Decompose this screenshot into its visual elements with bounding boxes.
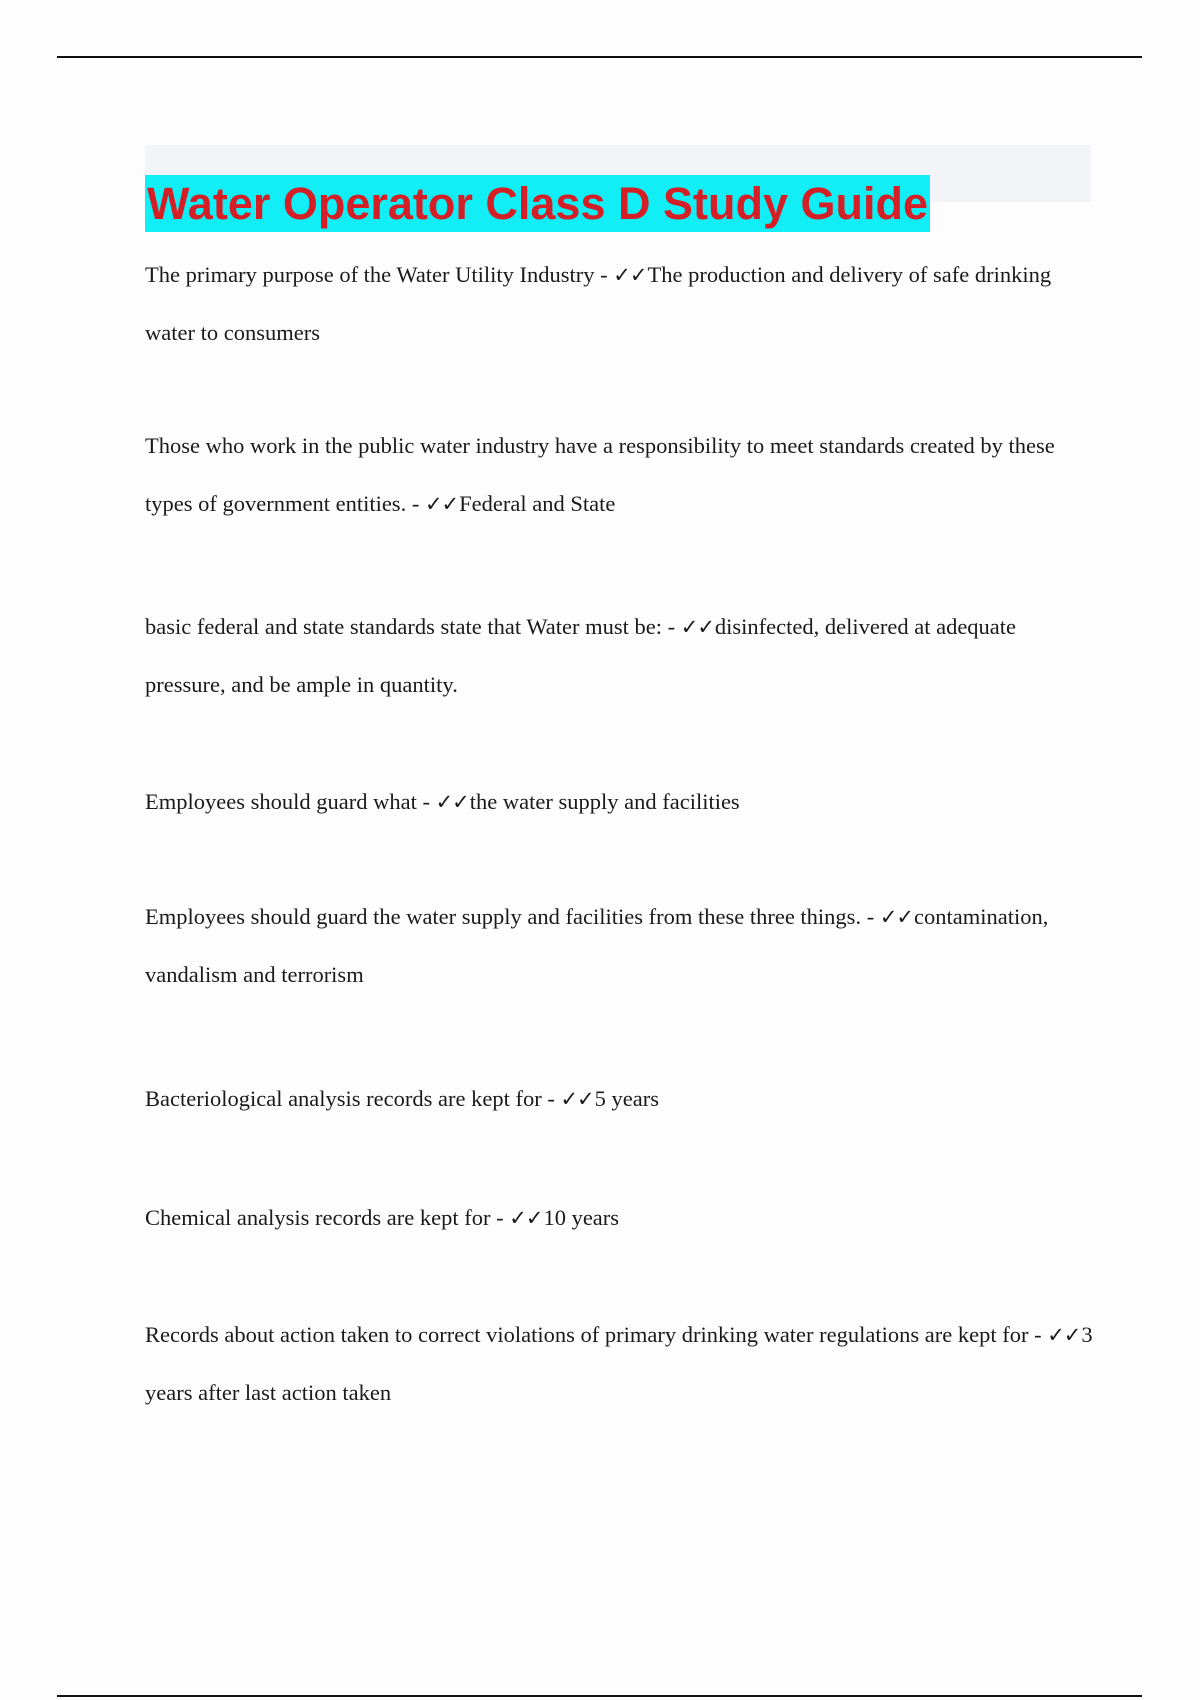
qa-item-6 — [145, 1070, 1095, 1128]
question-text: basic federal and state standards state that Water must be: - — [145, 614, 681, 639]
top-rule — [57, 56, 1142, 58]
answer-text: 10 years — [543, 1205, 620, 1230]
double-check-icon: ✓✓ — [613, 263, 647, 287]
qa-item-7 — [145, 1189, 1095, 1247]
question-text: Those who work in the public water industry have a responsibility to meet standards created by these types of government entities. - — [145, 433, 1055, 516]
document-title: Water Operator Class D Study Guide — [145, 175, 930, 232]
answer-text: The production and delivery of safe drinking water to consumers — [145, 262, 1052, 345]
answer-text: the water supply and facilities — [469, 789, 740, 814]
answer-text: 5 years — [594, 1086, 660, 1111]
double-check-icon: ✓✓ — [424, 492, 459, 516]
answer-text: disinfected, delivered at adequate pressure, and be ample in quantity. — [145, 614, 1017, 697]
double-check-icon: ✓✓ — [680, 615, 714, 639]
answer-text: 3 years after last action taken — [145, 1322, 1093, 1405]
answer-text: Federal and State — [459, 491, 616, 516]
double-check-icon: ✓✓ — [509, 1206, 543, 1230]
answer-text: contamination, vandalism and terrorism — [145, 904, 1049, 987]
question-text: The primary purpose of the Water Utility Industry - — [145, 262, 614, 287]
qa-item-4 — [145, 773, 1095, 831]
qa-item-8 — [145, 1306, 1095, 1422]
qa-item-1 — [145, 246, 1095, 362]
double-check-icon: ✓✓ — [560, 1087, 594, 1111]
question-text: Chemical analysis records are kept for - — [145, 1205, 510, 1230]
question-text: Bacteriological analysis records are kept for - — [145, 1086, 561, 1111]
bottom-rule — [57, 1695, 1142, 1697]
question-text: Employees should guard what - — [145, 789, 436, 814]
double-check-icon: ✓✓ — [1047, 1323, 1081, 1347]
double-check-icon: ✓✓ — [435, 790, 469, 814]
qa-item-5 — [145, 888, 1095, 1004]
double-check-icon: ✓✓ — [879, 905, 914, 929]
qa-item-2 — [145, 417, 1095, 533]
qa-item-3 — [145, 598, 1095, 714]
question-text: Employees should guard the water supply and facilities from these three things. - — [145, 904, 880, 929]
question-text: Records about action taken to correct violations of primary drinking water regulations are kept for - — [145, 1322, 1048, 1347]
